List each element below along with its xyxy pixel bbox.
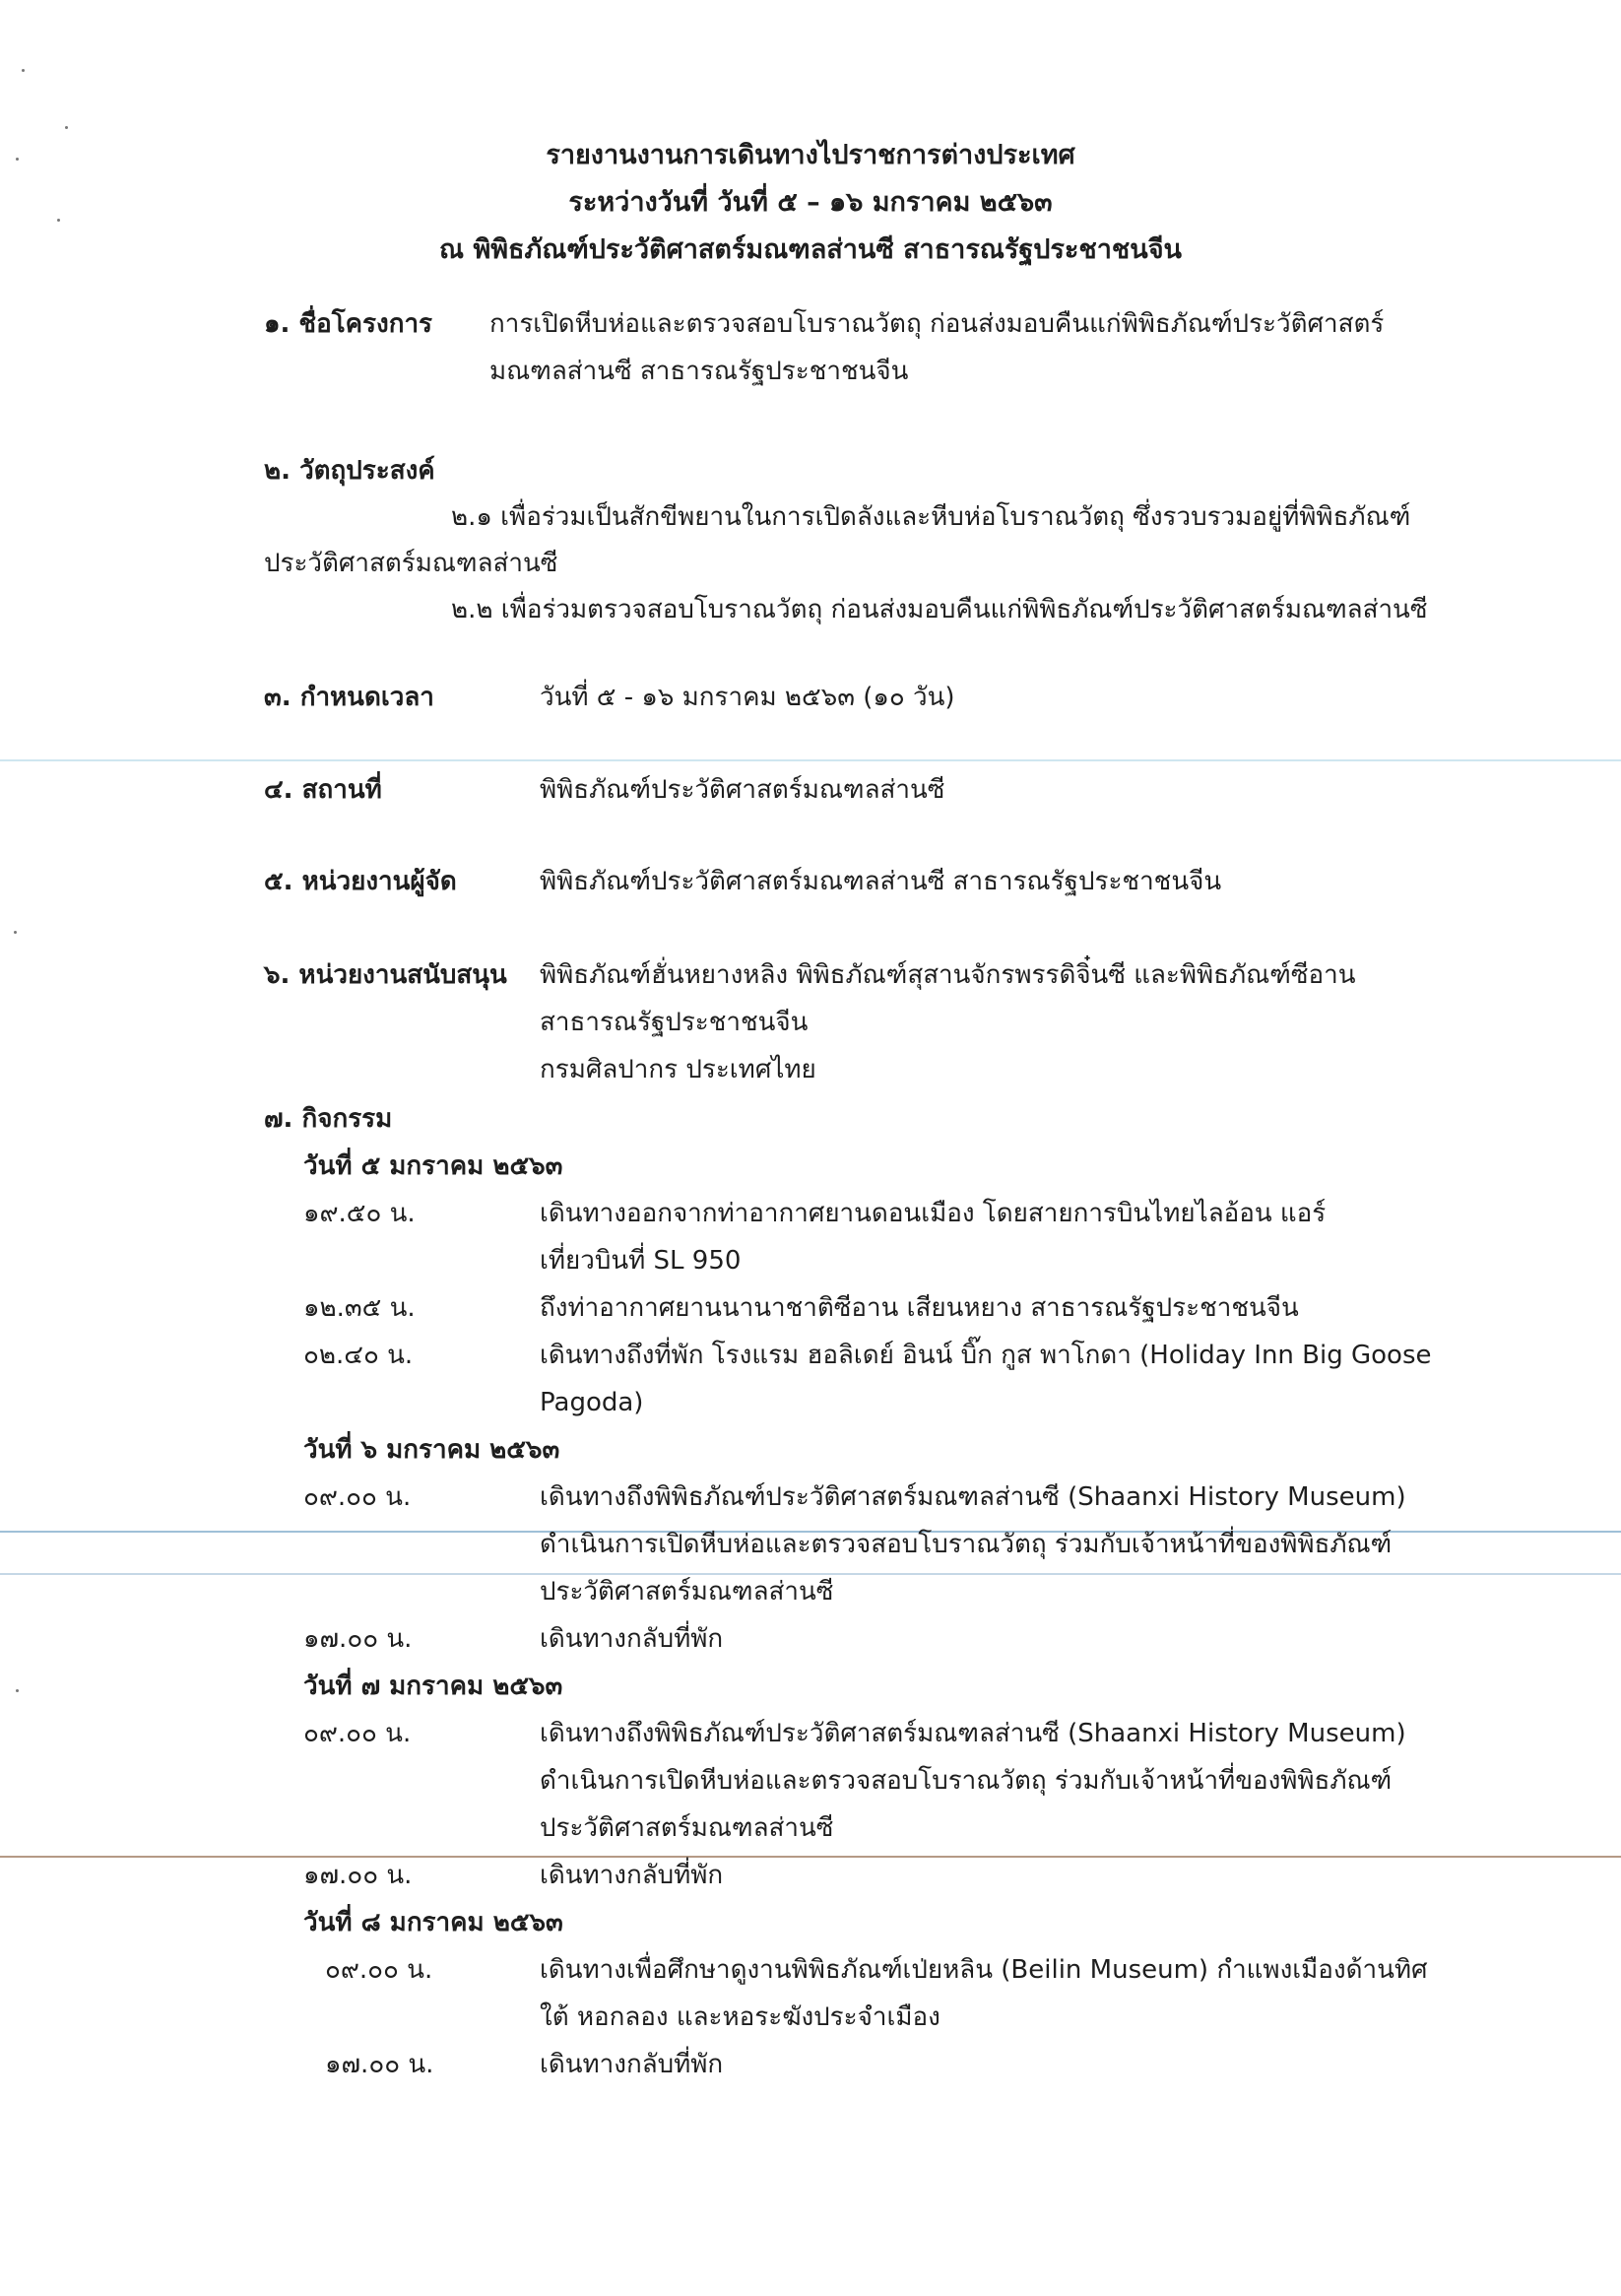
section-support-label: ๖. หน่วยงานสนับสนุน (264, 960, 507, 990)
report-date-range: ระหว่างวันที่ วันที่ ๕ – ๑๖ มกราคม ๒๕๖๓ (568, 187, 1053, 218)
scan-line (0, 759, 1621, 761)
scan-speck (65, 126, 68, 129)
entry-text: เที่ยวบินที่ SL 950 (540, 1246, 742, 1276)
report-title: รายงานงานการเดินทางไปราชการต่างประเทศ (546, 140, 1075, 170)
report-location: ณ พิพิธภัณฑ์ประวัติศาสตร์มณฑลส่านซี สาธารณรัฐประชาชนจีน (439, 234, 1182, 265)
section-support-value: กรมศิลปากร ประเทศไทย (540, 1055, 816, 1084)
entry-time: ๐๙.๐๐ น. (325, 1955, 433, 1985)
entry-text: เดินทางถึงพิพิธภัณฑ์ประวัติศาสตร์มณฑลส่านซี (Shaanxi History Museum) (540, 1482, 1406, 1512)
entry-time: ๐๒.๔๐ น. (303, 1341, 414, 1370)
objective-item: ๒.๒ เพื่อร่วมตรวจสอบโบราณวัตถุ ก่อนส่งมอบคืนแก่พิพิธภัณฑ์ประวัติศาสตร์มณฑลส่านซี (451, 595, 1428, 624)
section-organizer-label: ๕. หน่วยงานผู้จัด (264, 867, 457, 896)
section-support-value: พิพิธภัณฑ์ฮั่นหยางหลิง พิพิธภัณฑ์สุสานจักรพรรดิจิ๋นซี และพิพิธภัณฑ์ซีอาน (540, 960, 1356, 990)
entry-text: ดำเนินการเปิดหีบห่อและตรวจสอบโบราณวัตถุ ร่วมกับเจ้าหน้าที่ของพิพิธภัณฑ์ (540, 1766, 1393, 1796)
section-schedule-value: วันที่ ๕ - ๑๖ มกราคม ๒๕๖๓ (๑๐ วัน) (540, 683, 955, 712)
entry-text: ถึงท่าอากาศยานนานาชาติซีอาน เสียนหยาง สาธารณรัฐประชาชนจีน (540, 1293, 1299, 1323)
section-project-label: ๑. ชื่อโครงการ (264, 309, 433, 339)
entry-text: เดินทางถึงพิพิธภัณฑ์ประวัติศาสตร์มณฑลส่านซี (Shaanxi History Museum) (540, 1719, 1406, 1748)
entry-text: เดินทางเพื่อศึกษาดูงานพิพิธภัณฑ์เป่ยหลิน (Beilin Museum) กำแพงเมืองด้านทิศ (540, 1955, 1428, 1985)
entry-text: ประวัติศาสตร์มณฑลส่านซี (540, 1577, 834, 1607)
entry-time: ๐๙.๐๐ น. (303, 1719, 412, 1748)
section-activities-label: ๗. กิจกรรม (264, 1104, 393, 1134)
entry-text: เดินทางถึงที่พัก โรงแรม ฮอลิเดย์ อินน์ บิ๊ก กูส พาโกดา (Holiday Inn Big Goose (540, 1341, 1432, 1370)
day-date: วันที่ ๕ มกราคม ๒๕๖๓ (303, 1151, 563, 1181)
objective-item: ๒.๑ เพื่อร่วมเป็นสักขีพยานในการเปิดลังและหีบห่อโบราณวัตถุ ซึ่งรวบรวมอยู่ที่พิพิธภัณฑ์ (451, 502, 1411, 532)
entry-text: เดินทางออกจากท่าอากาศยานดอนเมือง โดยสายการบินไทยไลอ้อน แอร์ (540, 1199, 1327, 1228)
scan-speck (22, 69, 25, 72)
entry-text: ใต้ หอกลอง และหอระฆังประจำเมือง (540, 2002, 940, 2032)
entry-text: Pagoda) (540, 1388, 644, 1417)
day-date: วันที่ ๖ มกราคม ๒๕๖๓ (303, 1435, 560, 1465)
entry-time: ๑๒.๓๕ น. (303, 1293, 416, 1323)
entry-time: ๑๗.๐๐ น. (303, 1861, 413, 1890)
day-date: วันที่ ๘ มกราคม ๒๕๖๓ (303, 1908, 563, 1937)
entry-text: เดินทางกลับที่พัก (540, 2050, 724, 2079)
entry-time: ๑๙.๕๐ น. (303, 1199, 416, 1228)
section-schedule-label: ๓. กำหนดเวลา (264, 683, 434, 712)
entry-text: ประวัติศาสตร์มณฑลส่านซี (540, 1813, 834, 1843)
entry-text: เดินทางกลับที่พัก (540, 1861, 724, 1890)
section-support-value: สาธารณรัฐประชาชนจีน (540, 1008, 809, 1037)
section-project-text: การเปิดหีบห่อและตรวจสอบโบราณวัตถุ ก่อนส่งมอบคืนแก่พิพิธภัณฑ์ประวัติศาสตร์ (489, 309, 1385, 339)
section-objectives-label: ๒. วัตถุประสงค์ (264, 456, 435, 486)
entry-text: ดำเนินการเปิดหีบห่อและตรวจสอบโบราณวัตถุ ร่วมกับเจ้าหน้าที่ของพิพิธภัณฑ์ (540, 1530, 1393, 1559)
entry-time: ๑๗.๐๐ น. (325, 2050, 434, 2079)
entry-time: ๐๙.๐๐ น. (303, 1482, 412, 1512)
section-project-text: มณฑลส่านซี สาธารณรัฐประชาชนจีน (489, 357, 909, 386)
section-venue-label: ๔. สถานที่ (264, 775, 382, 805)
entry-time: ๑๗.๐๐ น. (303, 1624, 413, 1654)
entry-text: เดินทางกลับที่พัก (540, 1624, 724, 1654)
objective-item: ประวัติศาสตร์มณฑลส่านซี (264, 549, 558, 578)
scan-speck (16, 1689, 19, 1692)
section-organizer-value: พิพิธภัณฑ์ประวัติศาสตร์มณฑลส่านซี สาธารณรัฐประชาชนจีน (540, 867, 1222, 896)
section-venue-value: พิพิธภัณฑ์ประวัติศาสตร์มณฑลส่านซี (540, 775, 945, 805)
day-date: วันที่ ๗ มกราคม ๒๕๖๓ (303, 1672, 563, 1701)
scan-speck (14, 931, 17, 934)
scan-line (0, 1856, 1621, 1858)
